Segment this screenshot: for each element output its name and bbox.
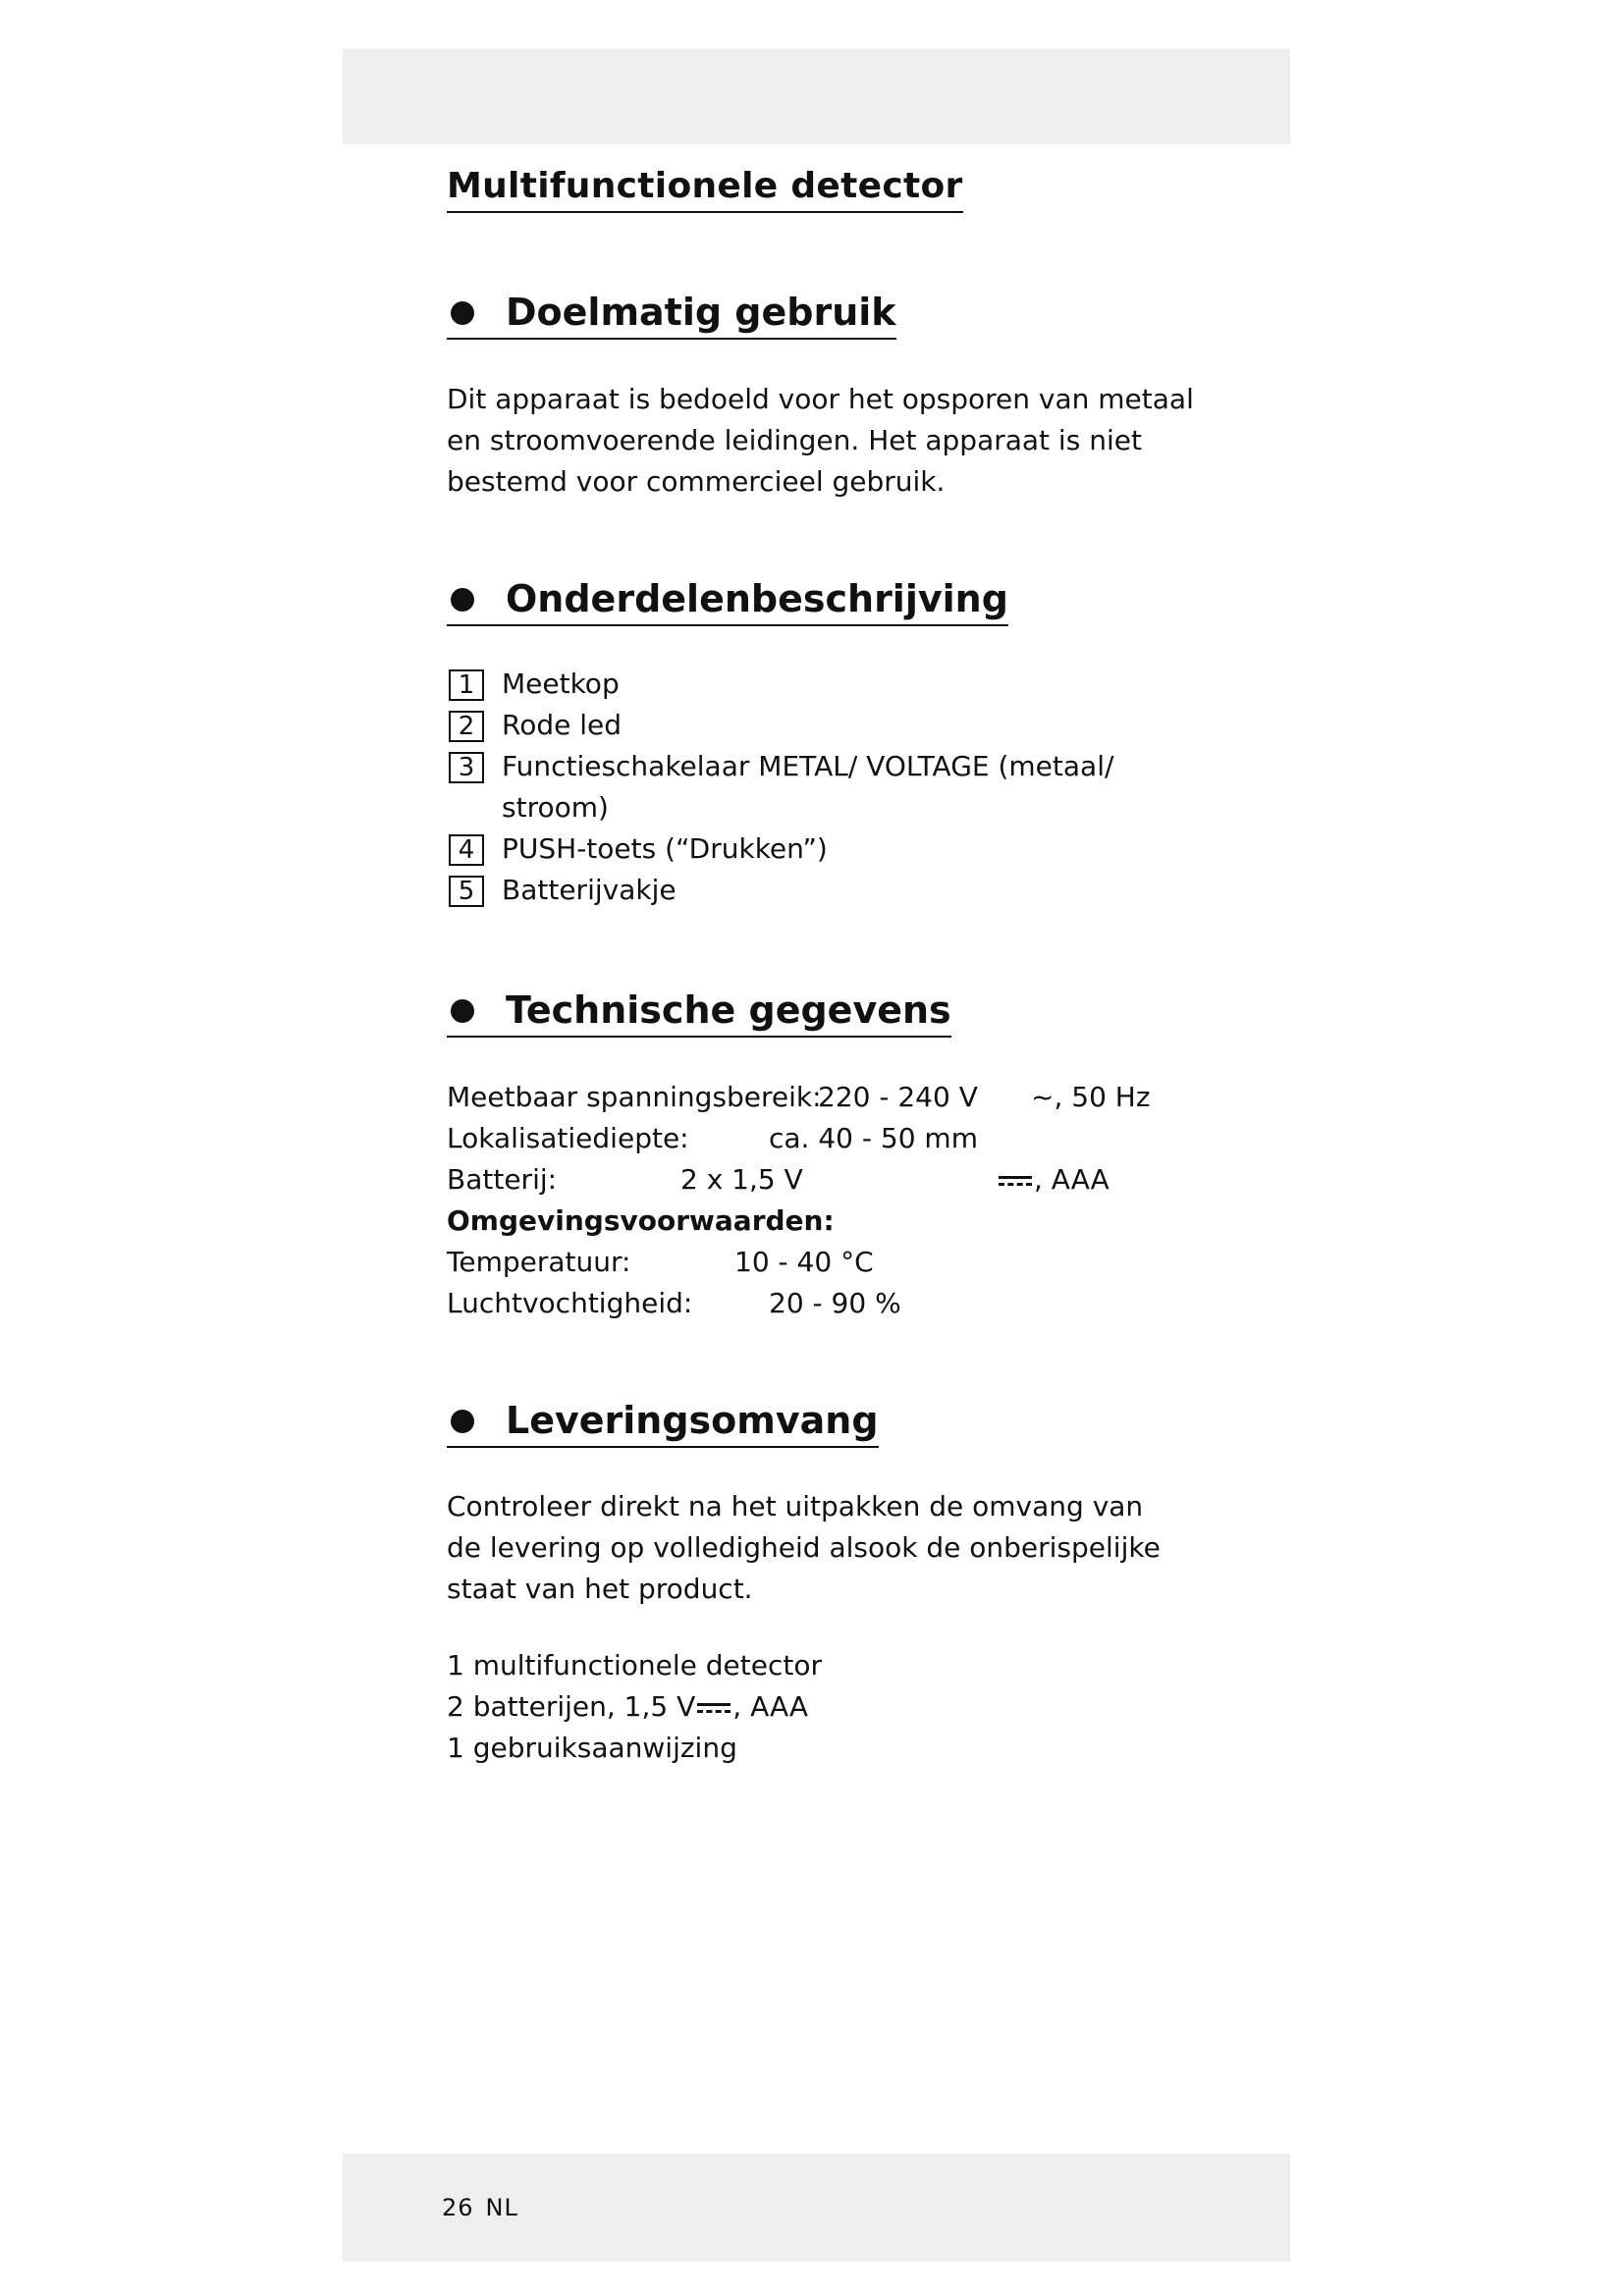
delivery-list xyxy=(447,1645,822,1769)
spec-row-voltage xyxy=(447,1077,1151,1118)
spec-unit: ~, 50 Hz xyxy=(1031,1081,1151,1113)
dc-symbol-icon xyxy=(999,1174,1032,1188)
part-label: Functieschakelaar METAL/ VOLTAGE (metaal/ stroom) xyxy=(502,750,1114,824)
spec-label: Lokalisatiediepte: xyxy=(447,1122,689,1154)
language-code: NL xyxy=(485,2194,518,2221)
section-heading-intended-use xyxy=(447,291,896,340)
bullet-icon xyxy=(451,999,474,1023)
spec-label: Luchtvochtigheid: xyxy=(447,1287,693,1319)
part-label: Batterijvakje xyxy=(502,874,677,906)
dc-symbol-icon xyxy=(697,1701,731,1715)
intended-use-text: Dit apparaat is bedoeld voor het opsporen van metaal en stroomvoerende leidingen. Het apparaat is niet bestemd voor commercieel gebruik. xyxy=(447,383,1194,498)
spec-unit: , AAA xyxy=(1034,1163,1110,1196)
list-item: 1 gebruiksaanwijzing xyxy=(447,1732,737,1764)
list-item xyxy=(447,1686,822,1728)
section-heading-parts xyxy=(447,577,1008,626)
spec-value: 220 - 240 V xyxy=(818,1081,978,1113)
part-number: 5 xyxy=(449,876,484,907)
part-label: PUSH-toets (“Drukken”) xyxy=(502,832,828,865)
part-item xyxy=(447,828,1189,870)
header-band xyxy=(343,49,1290,144)
page-number: 26 xyxy=(442,2194,474,2221)
spec-value: 10 - 40 °C xyxy=(734,1246,874,1278)
spec-label: Temperatuur: xyxy=(447,1246,631,1278)
spec-value: 2 x 1,5 V xyxy=(680,1163,803,1196)
part-item xyxy=(447,664,1189,705)
spec-label: Batterij: xyxy=(447,1163,558,1196)
page-footer xyxy=(442,2194,518,2221)
delivery-text: Controleer direkt na het uitpakken de omvang van de levering op volledigheid alsook de onberispelijke staat van het product. xyxy=(447,1490,1161,1605)
bullet-icon xyxy=(451,588,474,612)
part-number: 1 xyxy=(449,669,484,701)
page-title: Multifunctionele detector xyxy=(447,165,963,213)
section-heading-text: Onderdelenbeschrijving xyxy=(506,577,1008,620)
spec-label: Meetbaar spanningsbereik: xyxy=(447,1081,822,1113)
list-item-text: , AAA xyxy=(732,1690,809,1723)
section-heading-text: Doelmatig gebruik xyxy=(506,291,896,334)
part-label: Meetkop xyxy=(502,667,620,700)
spec-unit-wrap xyxy=(997,1159,1110,1201)
parts-list xyxy=(447,664,1189,911)
ambient-heading: Omgevingsvoorwaarden: xyxy=(447,1204,835,1237)
spec-row-depth xyxy=(447,1118,978,1159)
spec-value: 20 - 90 % xyxy=(769,1287,901,1319)
part-item xyxy=(447,746,1189,828)
section-heading-text: Leveringsomvang xyxy=(506,1399,879,1442)
spec-row-battery xyxy=(447,1159,1110,1201)
part-item xyxy=(447,705,1189,746)
list-item-text: 2 batterijen, 1,5 V xyxy=(447,1690,696,1723)
spec-value: ca. 40 - 50 mm xyxy=(769,1122,978,1154)
section-heading-specs xyxy=(447,988,951,1038)
part-number: 2 xyxy=(449,711,484,742)
spec-row-humidity xyxy=(447,1283,901,1324)
bullet-icon xyxy=(451,301,474,325)
part-item xyxy=(447,870,1189,911)
bullet-icon xyxy=(451,1410,474,1433)
spec-row-temperature xyxy=(447,1242,874,1283)
section-heading-delivery xyxy=(447,1399,879,1448)
part-number: 4 xyxy=(449,834,484,866)
part-number: 3 xyxy=(449,752,484,783)
part-label: Rode led xyxy=(502,709,623,741)
section-heading-text: Technische gegevens xyxy=(506,988,951,1032)
list-item: 1 multifunctionele detector xyxy=(447,1649,823,1682)
